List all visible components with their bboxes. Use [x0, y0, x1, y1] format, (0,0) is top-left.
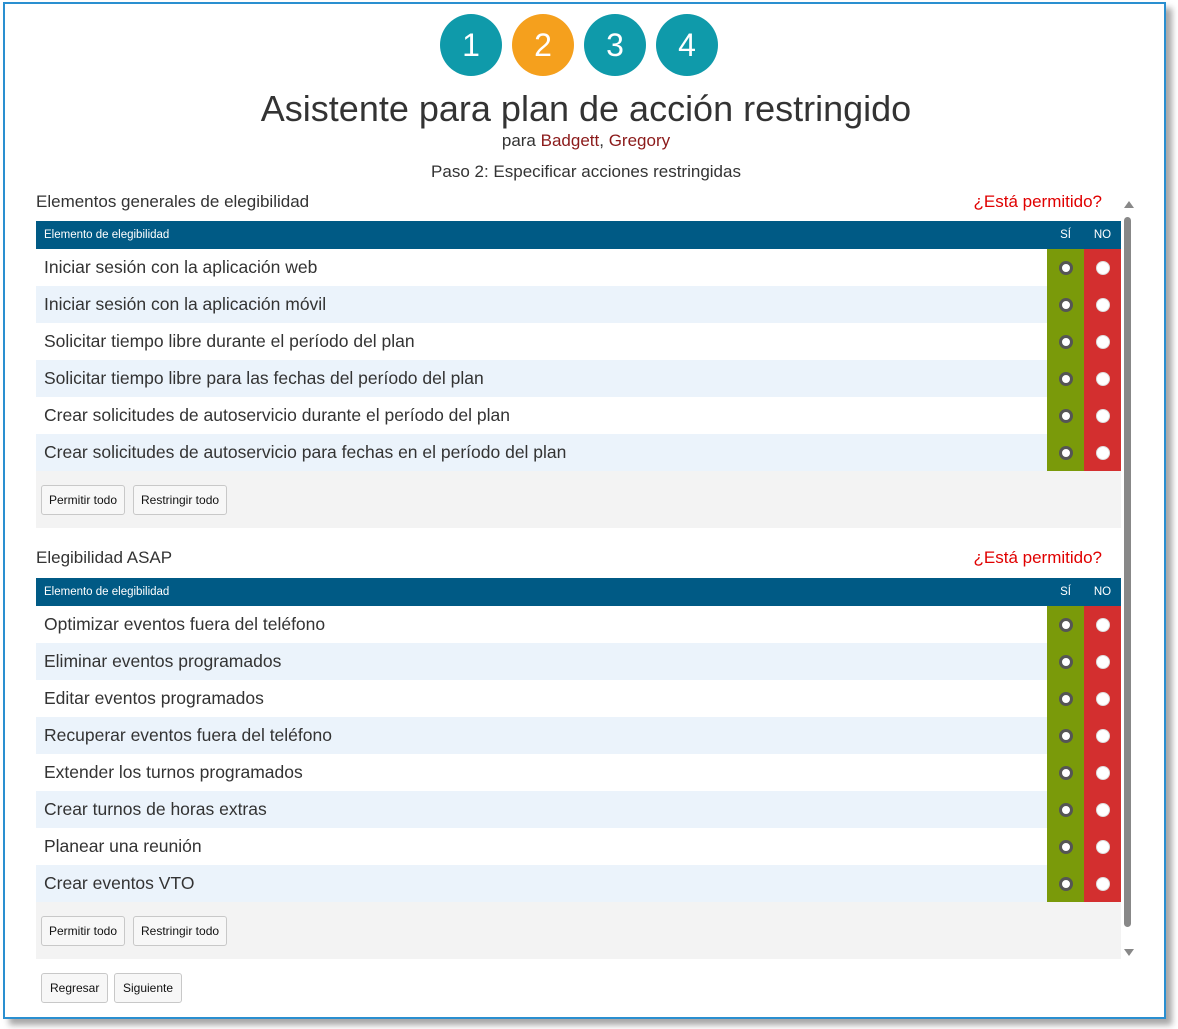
- si-radio-cell[interactable]: [1047, 360, 1084, 397]
- allow-all-button[interactable]: Permitir todo: [41, 916, 125, 946]
- table-asap: [36, 578, 1121, 959]
- no-radio[interactable]: [1096, 446, 1110, 460]
- no-radio[interactable]: [1096, 261, 1110, 275]
- step-description: Paso 2: Especificar acciones restringidas: [431, 162, 741, 181]
- section-title-general: Elementos generales de elegibilidad: [36, 192, 310, 211]
- row-label: Extender los turnos programados: [44, 762, 303, 782]
- step-4[interactable]: 4: [656, 14, 718, 76]
- scroll-down-icon[interactable]: [1124, 949, 1134, 956]
- no-radio[interactable]: [1096, 409, 1110, 423]
- table-row: [36, 643, 1121, 680]
- step-1[interactable]: 1: [440, 14, 502, 76]
- scroll-up-icon[interactable]: [1124, 201, 1134, 208]
- no-radio[interactable]: [1096, 877, 1110, 891]
- restrict-all-button[interactable]: Restringir todo: [133, 485, 227, 515]
- table-row: [36, 791, 1121, 828]
- no-radio[interactable]: [1096, 766, 1110, 780]
- no-radio-cell[interactable]: [1084, 606, 1121, 643]
- si-radio-cell[interactable]: [1047, 249, 1084, 286]
- section-title-asap: Elegibilidad ASAP: [36, 548, 173, 567]
- table-row: [36, 286, 1121, 323]
- si-radio[interactable]: [1059, 729, 1073, 743]
- si-radio-cell[interactable]: [1047, 286, 1084, 323]
- col-header-si: SÍ: [1060, 229, 1071, 241]
- si-radio-cell[interactable]: [1047, 717, 1084, 754]
- step-2-active[interactable]: 2: [512, 14, 574, 76]
- section-button-bar: [36, 902, 1121, 959]
- scroll-thumb[interactable]: [1124, 217, 1131, 927]
- table-row: [36, 865, 1121, 902]
- row-label: Solicitar tiempo libre durante el período del plan: [44, 331, 415, 351]
- table-general: [36, 221, 1121, 528]
- si-radio[interactable]: [1059, 840, 1073, 854]
- step-3[interactable]: 3: [584, 14, 646, 76]
- allowed-label-general: ¿Está permitido?: [973, 192, 1102, 211]
- no-radio-cell[interactable]: [1084, 754, 1121, 791]
- row-label: Editar eventos programados: [44, 688, 264, 708]
- si-radio-cell[interactable]: [1047, 754, 1084, 791]
- si-radio-cell[interactable]: [1047, 865, 1084, 902]
- no-radio[interactable]: [1096, 803, 1110, 817]
- vertical-scrollbar[interactable]: [1122, 197, 1134, 963]
- row-label: Recuperar eventos fuera del teléfono: [44, 725, 332, 745]
- employee-first-name: Gregory: [608, 131, 671, 150]
- no-radio-cell[interactable]: [1084, 360, 1121, 397]
- no-radio[interactable]: [1096, 840, 1110, 854]
- table-row: [36, 434, 1121, 471]
- next-button[interactable]: Siguiente: [114, 973, 182, 1003]
- si-radio-cell[interactable]: [1047, 828, 1084, 865]
- no-radio[interactable]: [1096, 692, 1110, 706]
- table-row: [36, 680, 1121, 717]
- row-label: Eliminar eventos programados: [44, 651, 282, 671]
- si-radio-cell[interactable]: [1047, 434, 1084, 471]
- table-header: [36, 221, 1121, 249]
- table-row: [36, 717, 1121, 754]
- table-body: [36, 606, 1121, 902]
- no-radio[interactable]: [1096, 729, 1110, 743]
- col-header-name: Elemento de elegibilidad: [44, 586, 170, 598]
- no-radio-cell[interactable]: [1084, 434, 1121, 471]
- row-label: Crear solicitudes de autoservicio durante el período del plan: [44, 405, 510, 425]
- table-row: [36, 323, 1121, 360]
- row-label: Crear solicitudes de autoservicio para fechas en el período del plan: [44, 442, 567, 462]
- step-indicator: [440, 14, 718, 76]
- si-radio[interactable]: [1059, 409, 1073, 423]
- no-radio-cell[interactable]: [1084, 643, 1121, 680]
- row-label: Optimizar eventos fuera del teléfono: [44, 614, 326, 634]
- row-label: Planear una reunión: [44, 836, 202, 856]
- table-row: [36, 606, 1121, 643]
- no-radio[interactable]: [1096, 335, 1110, 349]
- no-radio[interactable]: [1096, 298, 1110, 312]
- no-radio-cell[interactable]: [1084, 717, 1121, 754]
- si-radio[interactable]: [1059, 618, 1073, 632]
- si-radio[interactable]: [1059, 766, 1073, 780]
- row-label: Crear turnos de horas extras: [44, 799, 267, 819]
- no-radio[interactable]: [1096, 372, 1110, 386]
- col-header-si: SÍ: [1060, 586, 1071, 598]
- allowed-label-asap: ¿Está permitido?: [973, 548, 1102, 567]
- no-radio-cell[interactable]: [1084, 397, 1121, 434]
- no-radio-cell[interactable]: [1084, 323, 1121, 360]
- table-row: [36, 397, 1121, 434]
- table-row: [36, 249, 1121, 286]
- restrict-all-button[interactable]: Restringir todo: [133, 916, 227, 946]
- back-button[interactable]: Regresar: [41, 973, 108, 1003]
- no-radio-cell[interactable]: [1084, 828, 1121, 865]
- si-radio-cell[interactable]: [1047, 606, 1084, 643]
- col-header-no: NO: [1093, 229, 1112, 241]
- table-row: [36, 828, 1121, 865]
- table-header: [36, 578, 1121, 606]
- employee-line: [5, 131, 1167, 151]
- si-radio[interactable]: [1059, 803, 1073, 817]
- si-radio-cell[interactable]: [1047, 323, 1084, 360]
- col-header-name: Elemento de elegibilidad: [44, 229, 170, 241]
- row-label: Solicitar tiempo libre para las fechas del período del plan: [44, 368, 484, 388]
- si-radio[interactable]: [1059, 692, 1073, 706]
- table-body: [36, 249, 1121, 471]
- si-radio[interactable]: [1059, 446, 1073, 460]
- no-radio[interactable]: [1096, 618, 1110, 632]
- si-radio[interactable]: [1059, 372, 1073, 386]
- si-radio-cell[interactable]: [1047, 791, 1084, 828]
- no-radio[interactable]: [1096, 655, 1110, 669]
- si-radio-cell[interactable]: [1047, 643, 1084, 680]
- table-row: [36, 360, 1121, 397]
- para-label: para: [501, 131, 536, 150]
- no-radio-cell[interactable]: [1084, 680, 1121, 717]
- row-label: Crear eventos VTO: [44, 873, 195, 893]
- allow-all-button[interactable]: Permitir todo: [41, 485, 125, 515]
- wizard-window: [3, 2, 1166, 1019]
- si-radio[interactable]: [1059, 335, 1073, 349]
- row-label: Iniciar sesión con la aplicación web: [44, 257, 318, 277]
- no-radio-cell[interactable]: [1084, 865, 1121, 902]
- no-radio-cell[interactable]: [1084, 249, 1121, 286]
- name-comma: ,: [599, 131, 604, 150]
- si-radio[interactable]: [1059, 298, 1073, 312]
- si-radio[interactable]: [1059, 261, 1073, 275]
- no-radio-cell[interactable]: [1084, 286, 1121, 323]
- row-label: Iniciar sesión con la aplicación móvil: [44, 294, 327, 314]
- col-header-no: NO: [1093, 586, 1112, 598]
- si-radio[interactable]: [1059, 877, 1073, 891]
- employee-last-name: Badgett: [540, 131, 600, 150]
- section-button-bar: [36, 471, 1121, 528]
- table-row: [36, 754, 1121, 791]
- page-title: Asistente para plan de acción restringido: [260, 88, 912, 129]
- si-radio[interactable]: [1059, 655, 1073, 669]
- si-radio-cell[interactable]: [1047, 397, 1084, 434]
- no-radio-cell[interactable]: [1084, 791, 1121, 828]
- si-radio-cell[interactable]: [1047, 680, 1084, 717]
